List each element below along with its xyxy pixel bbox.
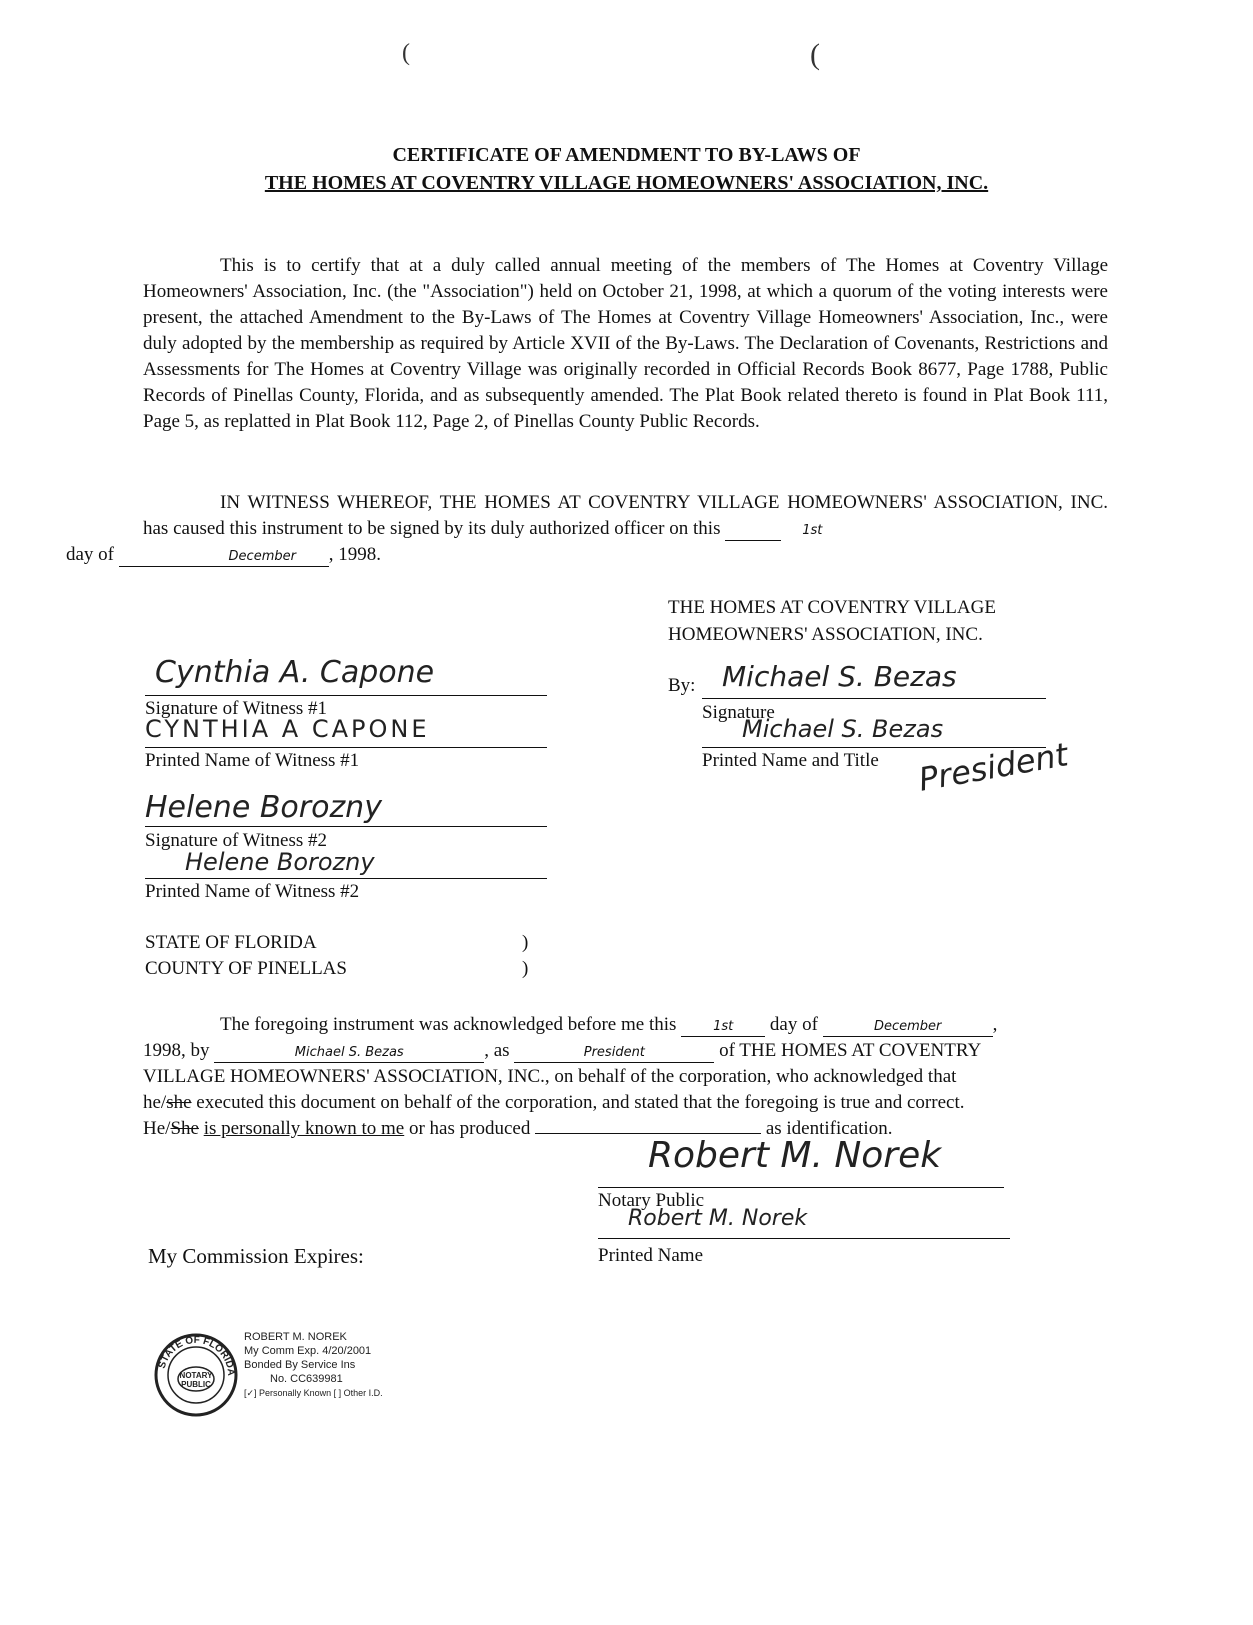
ack-text: as identification. [765, 1118, 893, 1139]
officer-signature: Michael S. Bezas [722, 660, 957, 693]
ack-text: He/ [143, 1118, 171, 1139]
venue-paren: ) [522, 958, 529, 979]
org-name-line2: HOMEOWNERS' ASSOCIATION, INC. [668, 624, 983, 645]
ack-strike: she [166, 1092, 192, 1113]
witness1-signature-line [145, 655, 547, 696]
venue-county: COUNTY OF PINELLAS [145, 958, 347, 979]
ack-text: , as [484, 1040, 510, 1061]
venue-paren: ) [522, 932, 529, 953]
notary-signature: Robert M. Norek [648, 1135, 942, 1176]
svg-text:PUBLIC: PUBLIC [181, 1380, 211, 1389]
notary-printed-name: Robert M. Norek [628, 1206, 808, 1231]
notary-public-label: Notary Public [598, 1190, 705, 1211]
venue-state: STATE OF FLORIDA [145, 932, 317, 953]
officer-signature-line [702, 660, 1046, 699]
witness2-printed-name: Helene Borozny [185, 848, 375, 876]
commission-expires-label: My Commission Expires: [148, 1244, 364, 1268]
ack-text: The foregoing instrument was acknowledged before me this [220, 1014, 677, 1035]
document-subtitle: THE HOMES AT COVENTRY VILLAGE HOMEOWNERS' ASSOCIATION, INC. [264, 172, 989, 194]
ack-text: VILLAGE HOMEOWNERS' ASSOCIATION, INC., on behalf of the corporation, who acknowledged that [143, 1066, 957, 1087]
ack-known: is personally known to me [203, 1118, 405, 1139]
witness2-printed-line [145, 848, 547, 879]
svg-text:NOTARY: NOTARY [179, 1371, 213, 1380]
stamp-line: No. CC639981 [270, 1373, 343, 1385]
notary-stamp-text [244, 1330, 383, 1400]
stamp-line: [✓] Personally Known [ ] Other I.D. [244, 1388, 383, 1398]
stamp-line: My Comm Exp. 4/20/2001 [244, 1345, 372, 1357]
witness-day-field: 1st [725, 522, 781, 541]
officer-printed-line [702, 715, 1046, 748]
notary-seal [154, 1333, 238, 1417]
officer-printed-label: Printed Name and Title [702, 750, 879, 771]
witness-text: IN WITNESS WHEREOF, THE HOMES AT COVENTRY VILLAGE HOMEOWNERS' ASSOCIATION, INC. has caused this instrument to be signed by its duly authorized officer on this [143, 492, 1108, 539]
ack-strike: She [170, 1118, 199, 1139]
svg-text:STATE OF FLORIDA: STATE OF FLORIDA [156, 1334, 237, 1377]
scan-mark: ( [810, 38, 820, 71]
ack-text: executed this document on behalf of the corporation, and stated that the foregoing is true and correct. [191, 1092, 965, 1113]
certification-paragraph: This is to certify that at a duly called annual meeting of the members of The Homes at Coventry Village Homeowners' Association, Inc. (the "Association") held on October 21, 1998, at which a quorum of the voting interests were present, the attached Amendment to the By-Laws of The Homes at Coventry Village Homeowners' Association, Inc., were duly adopted by the membership as required by Article XVII of the By-Laws. The Declaration of Covenants, Restrictions and Assessments for The Homes at Coventry Village was originally recorded in Official Records Book 8677, Page 1788, Public Records of Pinellas County, Florida, and as subsequently amended. The Plat Book related thereto is found in Plat Book 111, Page 5, as replatted in Plat Book 112, Page 2, of Pinellas County Public Records. [143, 255, 1108, 432]
witness1-signature: Cynthia A. Capone [155, 655, 435, 690]
ack-name-field: Michael S. Bezas [214, 1044, 484, 1063]
seal-icon [154, 1333, 238, 1417]
org-name-line1: THE HOMES AT COVENTRY VILLAGE [668, 597, 996, 618]
witness2-printed-label: Printed Name of Witness #2 [145, 881, 360, 902]
witness1-printed-label: Printed Name of Witness #1 [145, 750, 360, 771]
ack-day-field: 1st [681, 1018, 765, 1037]
witness2-signature: Helene Borozny [145, 790, 382, 825]
witness-month-field: December [119, 548, 329, 567]
witness-text: day of [66, 544, 115, 565]
officer-sig-label: Signature [702, 702, 775, 723]
ack-text: day of [769, 1014, 818, 1035]
ack-text: of THE HOMES AT COVENTRY [719, 1040, 982, 1061]
witness1-sig-label: Signature of Witness #1 [145, 698, 328, 719]
officer-printed-name: Michael S. Bezas [742, 715, 944, 743]
ack-text: or has produced [404, 1118, 531, 1139]
witness-paragraph [66, 490, 1108, 568]
stamp-line: Bonded By Service Ins [244, 1359, 356, 1371]
notary-printed-line [598, 1206, 1010, 1239]
ack-text: 1998, by [143, 1040, 210, 1061]
officer-title: President [915, 735, 1071, 799]
ack-month-field: December [823, 1018, 993, 1037]
ack-text: he/ [143, 1092, 167, 1113]
witness2-signature-line [145, 790, 547, 827]
witness-year: , 1998. [328, 544, 382, 565]
witness1-printed-name: CYNTHIA A CAPONE [145, 715, 430, 743]
by-label: By: [668, 675, 696, 696]
stamp-line: ROBERT M. NOREK [244, 1331, 347, 1343]
document-title: CERTIFICATE OF AMENDMENT TO BY-LAWS OF [392, 144, 861, 166]
witness2-sig-label: Signature of Witness #2 [145, 830, 328, 851]
witness1-printed-line [145, 715, 547, 748]
scan-mark: ( [402, 40, 410, 66]
organization-block [668, 594, 996, 648]
ack-title-field: President [514, 1044, 714, 1063]
notary-signature-line [598, 1135, 1004, 1188]
acknowledgment-paragraph: The foregoing instrument was acknowledged before me this 1st day of December , 1998, by Michael S. Bezas , as President of THE HOMES AT COVENTRY VILLAGE HOMEOWNERS' ASSOCIATION, INC., on behalf of the corporation, who acknowledged that he/she executed this document on behalf of the corporation, and stated that the foregoing is true and correct. He/She is personally known to me or has produced as identification. [143, 1014, 998, 1139]
printed-name-label: Printed Name [598, 1245, 704, 1266]
